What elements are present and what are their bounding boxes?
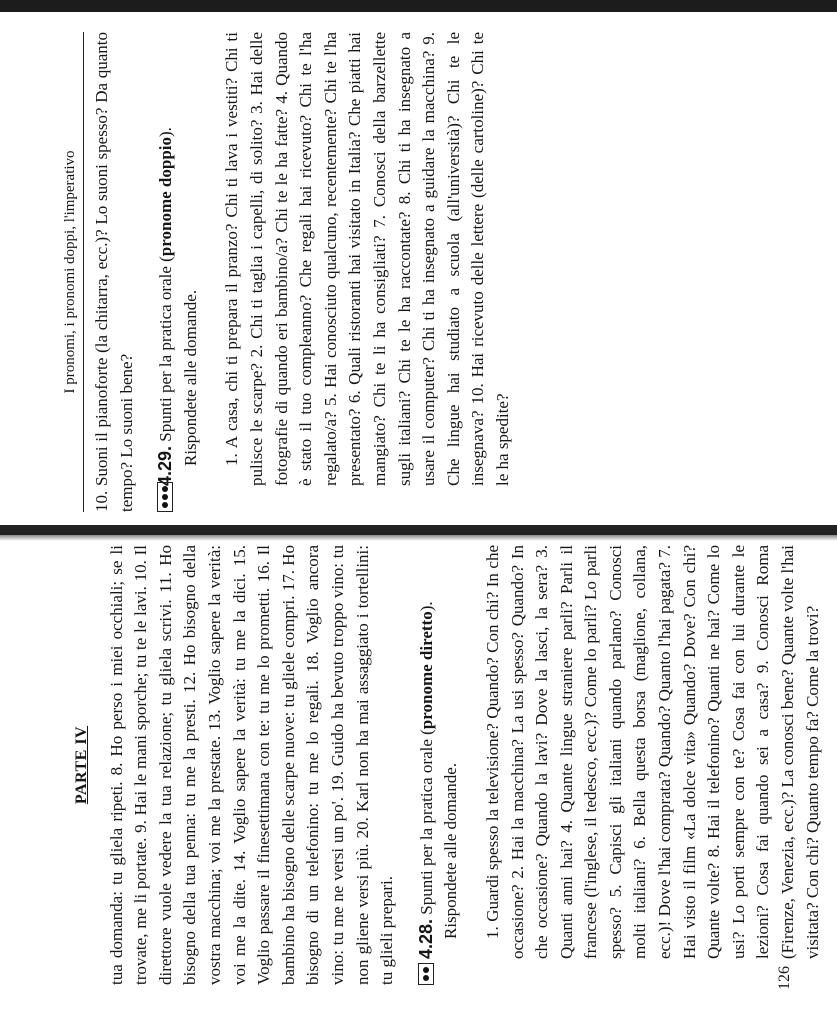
dot-icon: [423, 975, 429, 981]
continuation-paragraph: 10. Suoni il pianoforte (la chitarra, ecc.)? Lo suoni spesso? Da quanto tempo? Lo suoni bene?: [92, 32, 136, 512]
dot-icon: [423, 967, 429, 973]
exercise-title-bold: pronome diretto: [416, 611, 436, 730]
exercise-4-29: [153, 32, 515, 512]
exercise-number: 4.29.: [155, 445, 176, 486]
exercise-title-suffix: ).: [416, 601, 436, 612]
book-gutter: [0, 525, 837, 535]
part-title: PARTE IV: [73, 725, 90, 805]
difficulty-badge: [418, 963, 434, 985]
exercise-title-suffix: ).: [156, 127, 176, 137]
right-page: [60, 32, 820, 512]
dot-icon: [162, 502, 168, 508]
scan-top-edge: [0, 0, 837, 12]
dot-icon: [162, 494, 168, 500]
exercise-body: 1. A casa, chi ti prepara il pranzo? Chi ti lava i vestiti? Chi ti pulisce le scarpe? 2. Chi ti taglia i capelli, di solito? 3. Hai delle fotografie di quando eri bambino/a? Chi te le ha fatte? 4. Quando è stato il tuo compleanno? Che regali hai ricevuto? Chi te l'ha regalato/a? 5. Hai conosciuto qualcuno, recentemente? Chi te l'ha presentato? 6. Quali ristoranti hai visitato in Italia? Che piatti hai mangiato? Chi te li ha consigliati? 7. Conosci della barzellette sugli italiani? Chi te le ha raccontate? 8. Chi ti ha insegnato a usare il computer? Chi ti ha insegnato a guidare la macchina? 9. Che lingue hai studiato a scuola (all'università)? Chi te le insegnava? 10. Hai ricevuto delle lettere (delle cartoline)? Chi te le ha spedite?: [222, 32, 512, 486]
exercise-body: 1. Guardi spesso la televisione? Quando? Con chi? In che occasione? 2. Hai la macchina? La usi spesso? Quando? In che occasione? Quando la lavi? Dove la lasci, la sera? 3. Quanti anni hai? 4. Quante lingue straniere parli? Parli il francese (l'inglese, il tedesco, ecc.)? Come lo parli? Lo parli spesso? 5. Capisci gli italiani quando parlano? Conosci molti italiani? 6. Bella questa borsa (maglione, collana, ecc.)! Dove l'hai comprata? Quando? Quanto l'hai pagata? 7. Hai visto il film «La dolce vita» Quando? Dove? Con chi? Quante volte? 8. Hai il telefonino? Quanti ne hai? Come lo usi? Lo porti sempre con te? Cosa fai con lui durante le lezioni? Cosa fai quando sei a casa? 9. Conosci Roma (Firenze, Venezia, ecc.)? La conosci bene? Quante volte l'hai visitata? Con chi? Quanto tempo fa? Come la trovi?: [482, 545, 822, 959]
exercise-subtitle: Rispondete alle domande.: [441, 762, 461, 939]
exercise-number: 4.28.: [415, 918, 436, 959]
exercise-title-prefix: Spunti per la pratica orale (: [416, 729, 436, 915]
exercise-subtitle: Rispondete alle domande.: [180, 289, 200, 466]
exercise-title-prefix: Spunti per la pratica orale (: [156, 256, 176, 442]
difficulty-badge: [157, 482, 173, 512]
exercise-heading: [153, 32, 179, 486]
gutter-shadow: [0, 535, 837, 541]
left-page: [70, 544, 822, 985]
exercise-heading: [414, 545, 440, 959]
exercise-4-28: [414, 545, 826, 985]
exercise-title-bold: pronome doppio: [156, 136, 176, 257]
intro-paragraph: tua domanda: tu gliela ripeti. 8. Ho perso i miei occhiali; se li trovate, me li portate. 9. Hai le mani sporche; tu te le lavi. 10. Il direttore vuole vedere la tua relazione; tu gliela scrivi. 11. Ho bisogno della tua penna: tu me la presti. 12. Ho bisogno della vostra macchina; voi me la prestate. 13. Voglio sapere la verità: voi me la dite. 14. Voglio sapere la verità: tu me la dici. 15. Voglio passare il finesettimana con te: tu me lo prometti. 16. Il bambino ha bisogno delle scarpe nuove: tu gliele compri. 17. Ho bisogno di un telefonino: tu me lo regali. 18. Voglio ancora vino: tu me ne versi un po'. 19. Guido ha bevuto troppo vino: tu non gliene versi più. 20. Karl non ha mai assaggiato i tortellini: tu glieli prepari.: [106, 544, 397, 985]
running-head: I pronomi, i pronomi doppi, l'imperativo: [60, 32, 84, 512]
page-number: 126: [776, 966, 793, 990]
dot-icon: [162, 486, 168, 492]
